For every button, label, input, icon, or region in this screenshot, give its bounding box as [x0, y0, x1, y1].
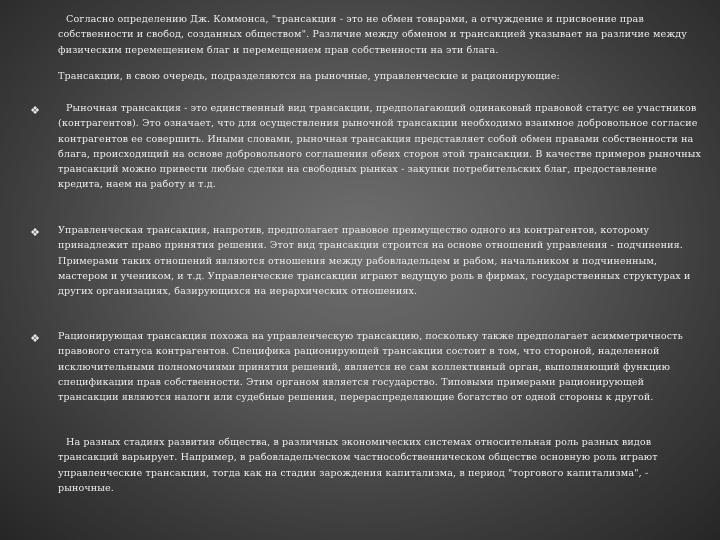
intro-paragraph: Согласно определению Дж. Коммонса, "трансакция - это не обмен товарами, а отчуждение и присвоение прав собственности и свобод, созданных обществом". Различие между обменом и трансакцией указывает на различие между физическим перемещением благ и перемещением прав собственности на эти блага. — [58, 14, 687, 56]
conclusion-paragraph: На разных стадиях развития общества, в различных экономических системах относительная роль разных видов трансакций варьирует. Например, в рабовладельческом частнособственническом обществе основную роль играют управленческие трансакции, тогда как на стадии зарождения капитализма, в период "торгового капитализма", - рыночные. — [58, 437, 658, 494]
bullet-market-transaction: Рыночная трансакция - это единственный вид трансакции, предполагающий одинаковый правовой статус ее участников (контрагентов). Это означает, что для осуществления рыночной трансакции необходимо взаимное добровольное согласие контрагентов ее совершить. Иными словами, рыночная трансакция представляет собой обмен правами собственности на блага, происходящий на основе добровольного соглашения обеих сторон этой трансакции. В качестве примеров рыночных трансакций можно привести любые сделки на свободных рынках - закупки потребительских благ, предоставление кредита, наем на работу и т.д. — [58, 103, 702, 191]
diamond-bullet-icon: ❖ — [30, 226, 40, 239]
diamond-bullet-icon: ❖ — [30, 104, 40, 117]
bullet-rationing-transaction: Рационирующая трансакция похожа на управленческую трансакцию, поскольку также предполагает асимметричность правового статуса контрагентов. Специфика рационирующей трансакции состоит в том, что стороной, наделенной исключительными полномочиями принятия решений, является не сам коллективный орган, выполняющий функцию спецификации прав собственности. Этим органом является государство. Типовыми примерами рационирующей трансакции являются налоги или судебные решения, перераспределяющие богатство от одной стороны к другой. — [58, 331, 683, 404]
bullet-managerial-transaction: Управленческая трансакция, напротив, предполагает правовое преимущество одного из контрагентов, которому принадлежит право принятия решения. Этот вид трансакции строится на основе отношений управления - подчинения. Примерами таких отношений являются отношения между рабовладельцем и рабом, начальником и подчиненным, мастером и учеником, и т.д. Управленческие трансакции играют ведущую роль в фирмах, государственных структурах и других организациях, базирующихся на иерархических отношениях. — [58, 225, 691, 298]
subdivision-paragraph: Трансакции, в свою очередь, подразделяются на рыночные, управленческие и рационирующие: — [58, 71, 560, 82]
diamond-bullet-icon: ❖ — [30, 332, 40, 345]
